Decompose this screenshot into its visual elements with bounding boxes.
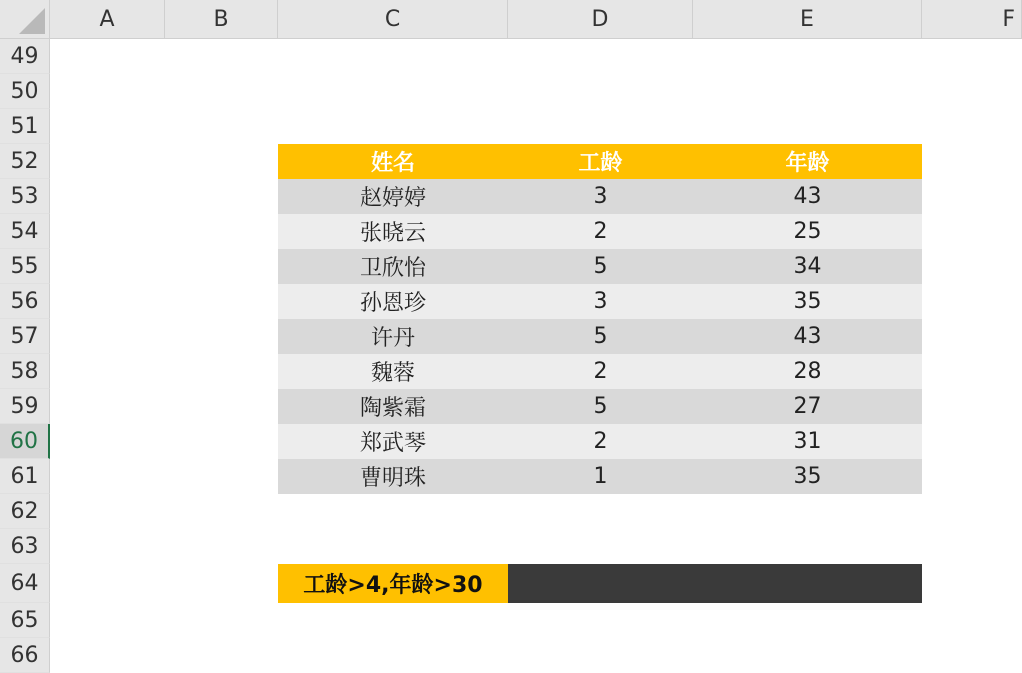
row-header-65[interactable]: 65 [0,603,50,638]
row-header-57[interactable]: 57 [0,319,50,354]
row-header-64[interactable]: 64 [0,564,50,603]
cell-seniority[interactable]: 2 [508,214,693,249]
row-header-54[interactable]: 54 [0,214,50,249]
column-header-e[interactable]: E [693,0,922,39]
cell-name[interactable]: 许丹 [278,319,508,354]
cell-name[interactable]: 卫欣怡 [278,249,508,284]
cell-age[interactable]: 27 [693,389,922,424]
cell-name[interactable]: 张晓云 [278,214,508,249]
select-all-corner[interactable] [0,0,50,39]
cell-age[interactable]: 43 [693,179,922,214]
cell-seniority[interactable]: 2 [508,424,693,459]
cell-age[interactable]: 34 [693,249,922,284]
cell-seniority[interactable]: 5 [508,389,693,424]
row-header-52[interactable]: 52 [0,144,50,179]
row-header-58[interactable]: 58 [0,354,50,389]
row-header-66[interactable]: 66 [0,638,50,673]
cell-age[interactable]: 28 [693,354,922,389]
column-header-c[interactable]: C [278,0,508,39]
cell-name[interactable]: 郑武琴 [278,424,508,459]
cell-name[interactable]: 曹明珠 [278,459,508,494]
cell-age[interactable]: 35 [693,459,922,494]
column-header-a[interactable]: A [50,0,165,39]
column-header-d[interactable]: D [508,0,693,39]
cell-name[interactable]: 赵婷婷 [278,179,508,214]
cell-seniority[interactable]: 3 [508,179,693,214]
column-header-f[interactable]: F [922,0,1022,39]
row-header-49[interactable]: 49 [0,39,50,74]
row-header-59[interactable]: 59 [0,389,50,424]
condition-result-cell[interactable] [508,564,922,603]
cell-name[interactable]: 孙恩珍 [278,284,508,319]
row-header-53[interactable]: 53 [0,179,50,214]
cell-seniority[interactable]: 2 [508,354,693,389]
cell-seniority[interactable]: 1 [508,459,693,494]
cell-seniority[interactable]: 5 [508,319,693,354]
cell-age[interactable]: 43 [693,319,922,354]
cell-age[interactable]: 25 [693,214,922,249]
cell-name[interactable]: 陶紫霜 [278,389,508,424]
cell-seniority[interactable]: 5 [508,249,693,284]
row-header-60[interactable]: 60 [0,424,50,459]
column-header-b[interactable]: B [165,0,278,39]
row-header-61[interactable]: 61 [0,459,50,494]
table-header-name[interactable]: 姓名 [278,144,508,179]
cell-age[interactable]: 35 [693,284,922,319]
table-header-age[interactable]: 年龄 [693,144,922,179]
row-header-62[interactable]: 62 [0,494,50,529]
cell-seniority[interactable]: 3 [508,284,693,319]
cell-age[interactable]: 31 [693,424,922,459]
row-header-51[interactable]: 51 [0,109,50,144]
row-header-50[interactable]: 50 [0,74,50,109]
cell-name[interactable]: 魏蓉 [278,354,508,389]
row-header-56[interactable]: 56 [0,284,50,319]
table-header-seniority[interactable]: 工龄 [508,144,693,179]
select-all-triangle-icon [19,8,45,34]
row-header-55[interactable]: 55 [0,249,50,284]
condition-label-cell[interactable]: 工龄>4,年龄>30 [278,564,508,603]
row-header-63[interactable]: 63 [0,529,50,564]
